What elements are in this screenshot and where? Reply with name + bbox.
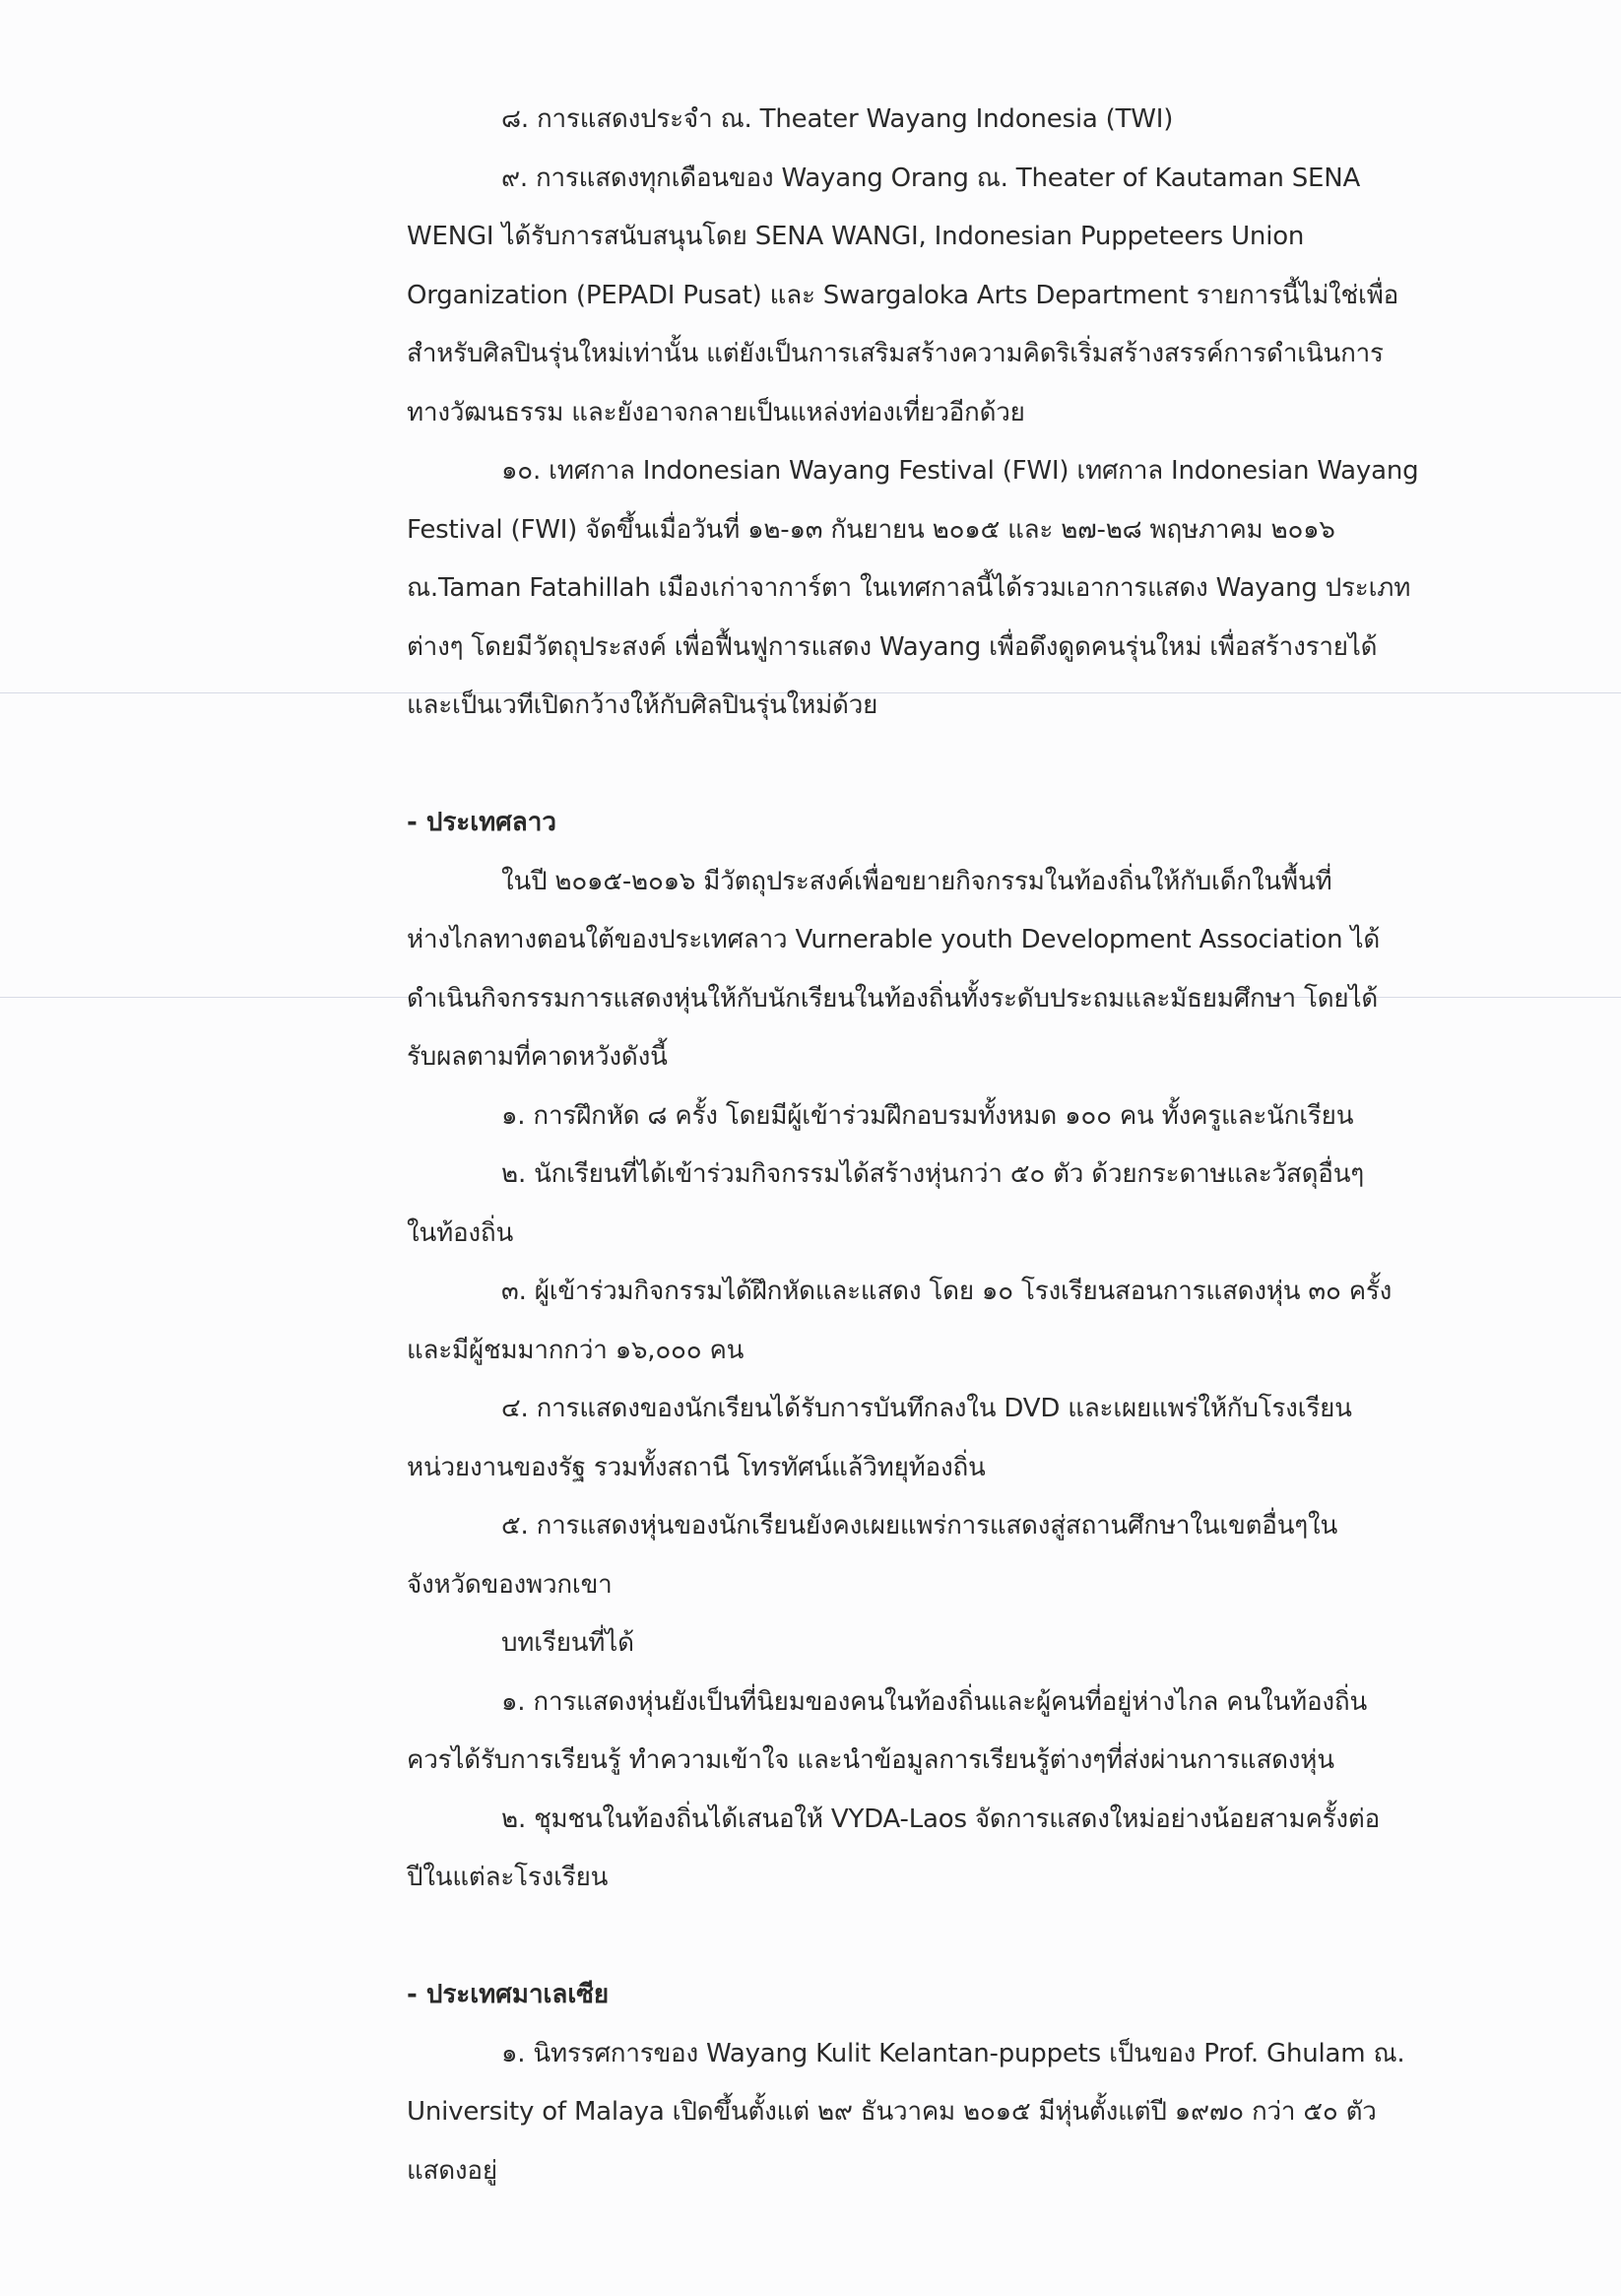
blank-line bbox=[407, 736, 1456, 795]
text-line: Organization (PEPADI Pusat) และ Swargaloka Arts Department รายการนี้ไม่ใช่เพื่อ bbox=[407, 280, 1399, 310]
text-line: จังหวัดของพวกเขา bbox=[407, 1569, 613, 1600]
text-line: แสดงอยู่ bbox=[407, 2155, 497, 2186]
section-heading-malaysia: - ประเทศมาเลเซีย bbox=[407, 1980, 610, 2009]
text-line: ๑. การแสดงหุ่นยังเป็นที่นิยมของคนในท้องถิ่นและผู้คนที่อยู่ห่างไกล คนในท้องถิ่น bbox=[501, 1686, 1368, 1717]
text-line: ๒. ชุมชนในท้องถิ่นได้เสนอให้ VYDA-Laos จัดการแสดงใหม่อย่างน้อยสามครั้งต่อ bbox=[501, 1804, 1381, 1834]
text-line: ในปี ๒๐๑๕-๒๐๑๖ มีวัตถุประสงค์เพื่อขยายกิจกรรมในท้องถิ่นให้กับเด็กในพื้นที่ bbox=[501, 866, 1332, 896]
text-line: ๑๐. เทศกาล Indonesian Wayang Festival (FWI) เทศกาล Indonesian Wayang bbox=[501, 456, 1419, 486]
text-line: WENGI ได้รับการสนับสนุนโดย SENA WANGI, Indonesian Puppeteers Union bbox=[407, 222, 1305, 251]
section-heading-laos: - ประเทศลาว bbox=[407, 808, 556, 837]
text-line: ๑. การฝึกหัด ๘ ครั้ง โดยมีผู้เข้าร่วมฝึกอบรมทั้งหมด ๑๐๐ คน ทั้งครูและนักเรียน bbox=[501, 1100, 1354, 1131]
text-line: ๒. นักเรียนที่ได้เข้าร่วมกิจกรรมได้สร้างหุ่นกว่า ๕๐ ตัว ด้วยกระดาษและวัสดุอื่นๆ bbox=[501, 1159, 1365, 1189]
text-line: ๙. การแสดงทุกเดือนของ Wayang Orang ณ. Theater of Kautaman SENA bbox=[501, 163, 1361, 193]
text-line: ต่างๆ โดยมีวัตถุประสงค์ เพื่อฟื้นฟูการแสดง Wayang เพื่อดึงดูดคนรุ่นใหม่ เพื่อสร้างรายได้ bbox=[407, 631, 1378, 662]
text-line: รับผลตามที่คาดหวังดังนี้ bbox=[407, 1042, 668, 1072]
document-body bbox=[407, 91, 1456, 2200]
text-line: ควรได้รับการเรียนรู้ ทำความเข้าใจ และนำข้อมูลการเรียนรู้ต่างๆที่ส่งผ่านการแสดงหุ่น bbox=[407, 1745, 1334, 1775]
text-line: หน่วยงานของรัฐ รวมทั้งสถานี โทรทัศน์แล้วิทยุท้องถิ่น bbox=[407, 1452, 986, 1482]
text-line: ๕. การแสดงหุ่นของนักเรียนยังคงเผยแพร่การแสดงสู่สถานศึกษาในเขตอื่นๆใน bbox=[501, 1511, 1338, 1541]
text-line: University of Malaya เปิดขึ้นตั้งแต่ ๒๙ ธันวาคม ๒๐๑๕ มีหุ่นตั้งแต่ปี ๑๙๗๐ กว่า ๕๐ ตัว bbox=[407, 2097, 1377, 2127]
text-line: ๔. การแสดงของนักเรียนได้รับการบันทึกลงใน DVD และเผยแพร่ให้กับโรงเรียน bbox=[501, 1394, 1352, 1423]
text-line: และเป็นเวทีเปิดกว้างให้กับศิลปินรุ่นใหม่ด้วย bbox=[407, 690, 878, 720]
text-line: ณ.Taman Fatahillah เมืองเก่าจาการ์ตา ในเทศกาลนี้ได้รวมเอาการแสดง Wayang ประเภท bbox=[407, 573, 1411, 603]
text-line: ในท้องถิ่น bbox=[407, 1217, 514, 1248]
text-line: และมีผู้ชมมากกว่า ๑๖,๐๐๐ คน bbox=[407, 1335, 745, 1365]
subheading-lessons: บทเรียนที่ได้ bbox=[501, 1628, 634, 1658]
text-line: ปีในแต่ละโรงเรียน bbox=[407, 1863, 609, 1892]
text-line: ๘. การแสดงประจำ ณ. Theater Wayang Indonesia (TWI) bbox=[501, 104, 1174, 134]
text-line: ห่างไกลทางตอนใต้ของประเทศลาว Vurnerable youth Development Association ได้ bbox=[407, 925, 1381, 954]
text-line: ๓. ผู้เข้าร่วมกิจกรรมได้ฝึกหัดและแสดง โดย ๑๐ โรงเรียนสอนการแสดงหุ่น ๓๐ ครั้ง bbox=[501, 1277, 1393, 1306]
text-line: ๑. นิทรรศการของ Wayang Kulit Kelantan-puppets เป็นของ Prof. Ghulam ณ. bbox=[501, 2038, 1405, 2068]
text-line: ดำเนินกิจกรรมการแสดงหุ่นให้กับนักเรียนในท้องถิ่นทั้งระดับประถมและมัธยมศึกษา โดยได้ bbox=[407, 983, 1379, 1014]
blank-line bbox=[407, 1908, 1456, 1967]
text-line: ทางวัฒนธรรม และยังอาจกลายเป็นแหล่งท่องเที่ยวอีกด้วย bbox=[407, 397, 1025, 427]
text-line: สำหรับศิลปินรุ่นใหม่เท่านั้น แต่ยังเป็นการเสริมสร้างความคิดริเริ่มสร้างสรรค์การดำเนินการ bbox=[407, 339, 1384, 368]
text-line: Festival (FWI) จัดขึ้นเมื่อวันที่ ๑๒-๑๓ กันยายน ๒๐๑๕ และ ๒๗-๒๘ พฤษภาคม ๒๐๑๖ bbox=[407, 514, 1335, 545]
